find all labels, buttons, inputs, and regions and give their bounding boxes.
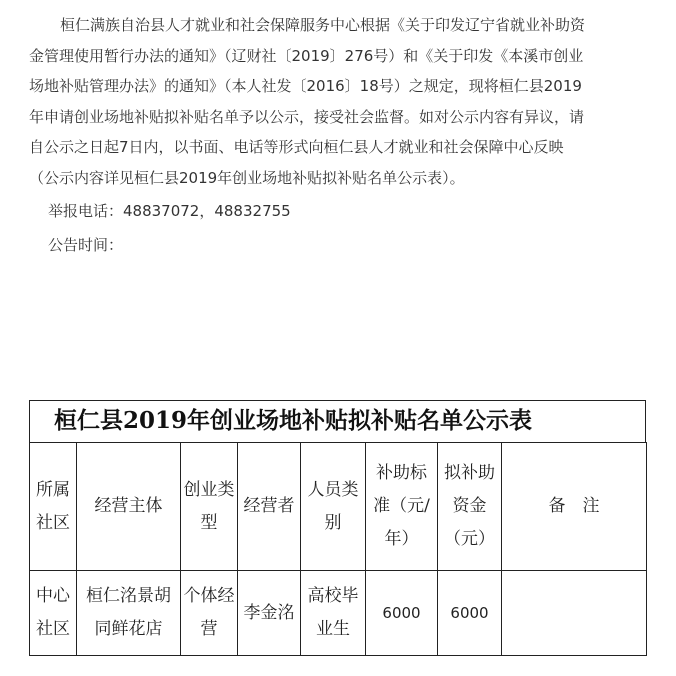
cell-type: 个体经营: [181, 571, 238, 656]
header-entity: 经营主体: [77, 443, 181, 571]
cell-standard: 6000: [366, 571, 438, 656]
header-operator: 经营者: [238, 443, 301, 571]
announcement-date-line: 公告时间：: [48, 235, 124, 254]
cell-operator: 李金洺: [238, 571, 301, 656]
table-row: [30, 571, 647, 656]
table-title: 桓仁县2019年创业场地补贴拟补贴名单公示表: [29, 400, 646, 443]
header-type: 创业类型: [181, 443, 238, 571]
header-category: 人员类别: [301, 443, 366, 571]
cell-category: 高校毕业生: [301, 571, 366, 656]
cell-amount: 6000: [438, 571, 502, 656]
header-amount: 拟补助资金（元）: [438, 443, 502, 571]
report-phone-line: 举报电话：48837072，48832755: [48, 201, 291, 220]
cell-entity: 桓仁洺景胡同鲜花店: [77, 571, 181, 656]
cell-community: 中心社区: [30, 571, 77, 656]
header-remarks: 备 注: [502, 443, 647, 571]
header-standard: 补助标准（元/年）: [366, 443, 438, 571]
cell-remarks: [502, 571, 647, 656]
table-header-row: [30, 443, 647, 571]
notice-body: [29, 10, 589, 262]
notice-paragraph: 桓仁满族自治县人才就业和社会保障服务中心根据《关于印发辽宁省就业补助资金管理使用暂行办法的通知》（辽财社〔2019〕276号）和《关于印发《本溪市创业场地补贴管理办法》的通知》（本人社发〔2016〕18号）之规定，现将桓仁县2019年申请创业场地补贴拟补贴名单予以公示，接受社会监督。如对公示内容有异议，请自公示之日起7日内，以书面、电话等形式向桓仁县人才就业和社会保障中心反映（公示内容详见桓仁县2019年创业场地补贴拟补贴名单公示表）。: [29, 16, 586, 187]
subsidy-list-table: [29, 442, 647, 656]
header-community: 所属社区: [30, 443, 77, 571]
